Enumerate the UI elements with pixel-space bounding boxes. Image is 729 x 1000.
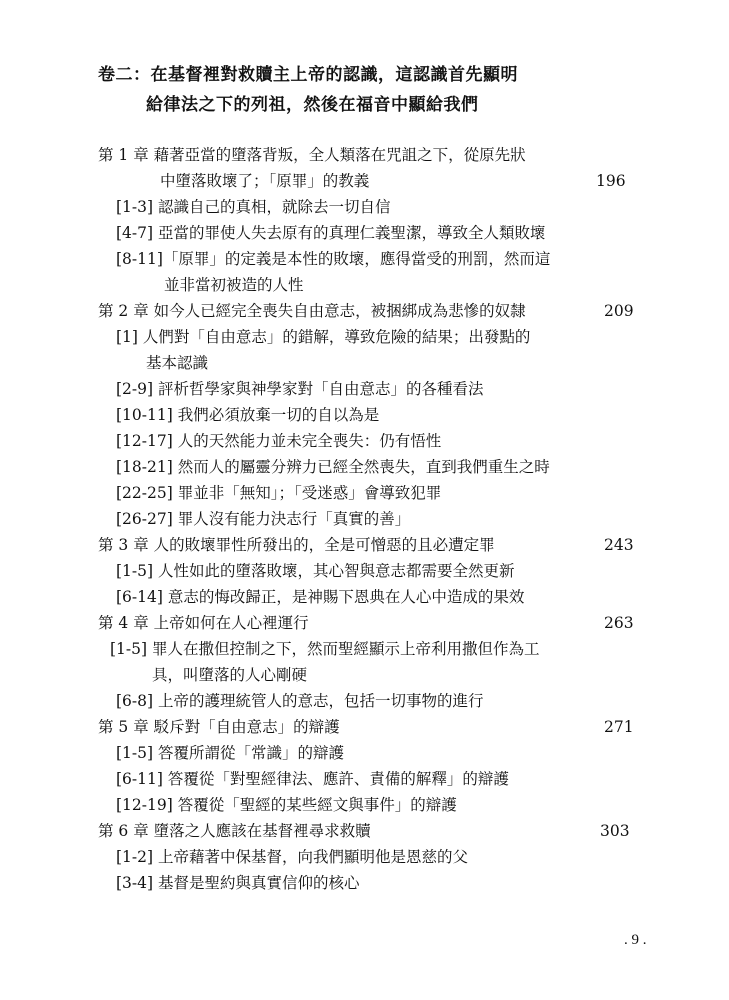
toc-chapter-4: 第 4 章 上帝如何在人心裡運行	[98, 614, 309, 632]
toc-section: [1-3] 認識自己的真相，就除去一切自信	[116, 198, 391, 216]
toc-chapter-6-page: 303	[600, 822, 630, 840]
toc-chapter-1-page: 196	[596, 172, 626, 190]
toc-section: [4-7] 亞當的罪使人失去原有的真理仁義聖潔，導致全人類敗壞	[116, 224, 546, 242]
toc-section: [1-2] 上帝藉著中保基督，向我們顯明他是恩慈的父	[116, 848, 468, 866]
toc-section: [26-27] 罪人沒有能力決志行「真實的善」	[116, 510, 411, 528]
toc-section: [3-4] 基督是聖約與真實信仰的核心	[116, 874, 360, 892]
toc-chapter-4-page: 263	[604, 614, 634, 632]
page-number: . 9 .	[624, 932, 647, 948]
toc-section: [18-21] 然而人的屬靈分辨力已經全然喪失，直到我們重生之時	[116, 458, 550, 476]
toc-chapter-3-page: 243	[604, 536, 634, 554]
toc-chapter-1: 第 1 章 藉著亞當的墮落背叛，全人類落在咒詛之下，從原先狀	[98, 146, 526, 164]
toc-section: [8-11]「原罪」的定義是本性的敗壞，應得當受的刑罰，然而這	[116, 250, 551, 268]
toc-section: [10-11] 我們必須放棄一切的自以為是	[116, 406, 380, 424]
toc-section: [6-8] 上帝的護理統管人的意志，包括一切事物的進行	[116, 692, 484, 710]
toc-chapter-1-cont: 中墮落敗壞了；「原罪」的教義	[160, 172, 370, 190]
toc-section: [12-17] 人的天然能力並未完全喪失：仍有悟性	[116, 432, 442, 450]
toc-section-cont: 基本認識	[146, 354, 209, 372]
toc-section: [1-5] 人性如此的墮落敗壞，其心智與意志都需要全然更新	[116, 562, 515, 580]
toc-section: [12-19] 答覆從「聖經的某些經文與事件」的辯護	[116, 796, 457, 814]
book-title-line-1: 卷二：在基督裡對救贖主上帝的認識，這認識首先顯明	[98, 65, 518, 85]
toc-chapter-5-page: 271	[604, 718, 634, 736]
toc-chapter-6: 第 6 章 墮落之人應該在基督裡尋求救贖	[98, 822, 371, 840]
toc-section-cont: 具，叫墮落的人心剛硬	[152, 666, 308, 684]
toc-chapter-2: 第 2 章 如今人已經完全喪失自由意志，被捆綁成為悲慘的奴隸	[98, 302, 526, 320]
toc-chapter-5: 第 5 章 駁斥對「自由意志」的辯護	[98, 718, 340, 736]
toc-section: [1-5] 罪人在撒但控制之下，然而聖經顯示上帝利用撒但作為工	[110, 640, 540, 658]
toc-chapter-2-page: 209	[604, 302, 634, 320]
toc-section: [2-9] 評析哲學家與神學家對「自由意志」的各種看法	[116, 380, 484, 398]
toc-section: [22-25] 罪並非「無知」；「受迷惑」會導致犯罪	[116, 484, 442, 502]
toc-section: [6-11] 答覆從「對聖經律法、應許、責備的解釋」的辯護	[116, 770, 509, 788]
toc-section: [1] 人們對「自由意志」的錯解，導致危險的結果；出發點的	[116, 328, 531, 346]
book-title-line-2: 給律法之下的列祖，然後在福音中顯給我們	[146, 95, 479, 115]
toc-chapter-3: 第 3 章 人的敗壞罪性所發出的，全是可憎惡的且必遭定罪	[98, 536, 495, 554]
toc-section: [6-14] 意志的悔改歸正，是神賜下恩典在人心中造成的果效	[116, 588, 525, 606]
toc-section: [1-5] 答覆所謂從「常識」的辯護	[116, 744, 344, 762]
toc-section-cont: 並非當初被造的人性	[164, 276, 304, 294]
